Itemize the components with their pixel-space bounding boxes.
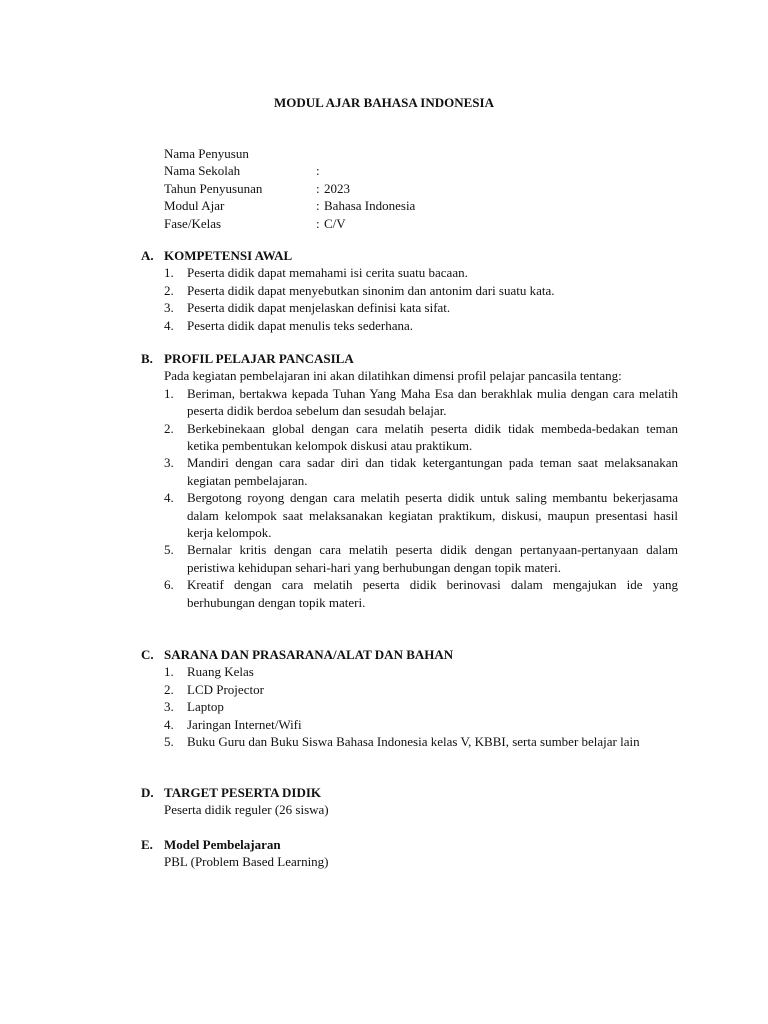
section-sarana-prasarana [141,646,678,750]
item-number: 5. [164,542,174,558]
item-number: 4. [164,716,174,732]
item-number: 2. [164,681,174,697]
item-text: LCD Projector [187,681,264,697]
meta-label: Tahun Penyusunan [164,180,263,196]
item-number: 1. [164,664,174,680]
list-item [164,663,678,680]
item-text: Peserta didik dapat menyebutkan sinonim dan antonim dari suatu kata. [187,282,555,298]
section-title: SARANA DAN PRASARANA/ALAT DAN BAHAN [164,647,454,662]
section-model-pembelajaran [141,836,678,871]
item-text: Jaringan Internet/Wifi [187,716,302,732]
section-heading [141,784,678,801]
list-item [164,420,678,455]
section-title: PROFIL PELAJAR PANCASILA [164,351,354,366]
section-letter: B. [141,351,153,366]
section-heading [141,350,678,367]
item-text: Peserta didik dapat memahami isi cerita suatu bacaan. [187,265,468,281]
list-item [164,733,678,750]
list-item [164,282,678,299]
section-text: Peserta didik reguler (26 siswa) [164,802,329,818]
meta-separator: : [316,163,320,179]
list-item [164,698,678,715]
meta-value: 2023 [324,180,350,196]
list-item [164,716,678,733]
section-body [141,663,678,750]
meta-row-author [164,145,415,162]
section-letter: D. [141,785,154,800]
item-number: 3. [164,699,174,715]
item-text: Bernalar kritis dengan cara melatih peserta didik dengan pertanyaan-pertanyaan dalam peristiwa kehidupan sehari-hari yang berhubungan dengan topik materi. [187,542,678,575]
metadata-block [164,145,415,232]
meta-row-module [164,197,415,214]
meta-label: Modul Ajar [164,198,225,214]
item-number: 6. [164,577,174,593]
meta-label: Nama Penyusun [164,146,249,161]
section-letter: E. [141,837,153,852]
meta-row-school [164,162,415,179]
list-item [164,454,678,489]
item-number: 2. [164,420,174,436]
section-heading [141,247,678,264]
numbered-list [164,385,678,611]
item-number: 1. [164,265,174,281]
section-title: Model Pembelajaran [164,837,281,852]
section-letter: C. [141,647,154,662]
meta-label: Fase/Kelas [164,215,222,231]
item-text: Peserta didik dapat menulis teks sederhana. [187,317,413,333]
meta-row-year [164,180,415,197]
list-item [164,681,678,698]
item-number: 2. [164,282,174,298]
section-body [141,264,678,334]
item-number: 5. [164,734,174,750]
section-text: PBL (Problem Based Learning) [164,854,329,870]
meta-separator: : [316,198,320,214]
item-text: Beriman, bertakwa kepada Tuhan Yang Maha Esa dan berakhlak mulia dengan cara melatih peserta didik berdoa sebelum dan sesudah belajar. [187,385,678,419]
item-text: Kreatif dengan cara melatih peserta didik berinovasi dalam mengajukan ide yang berhubungan dengan topik materi. [187,577,678,610]
section-body [141,367,678,611]
item-text: Laptop [187,699,224,715]
section-intro: Pada kegiatan pembelajaran ini akan dilatihkan dimensi profil pelajar pancasila tentang: [164,368,622,384]
list-item [164,489,678,541]
list-item [164,299,678,316]
section-profil-pelajar-pancasila [141,350,678,611]
list-item [164,541,678,576]
meta-row-phase [164,215,415,232]
meta-separator [316,145,324,162]
section-kompetensi-awal [141,247,678,334]
section-letter: A. [141,248,154,263]
section-title: KOMPETENSI AWAL [164,248,293,263]
numbered-list [164,264,678,334]
numbered-list [164,663,678,750]
meta-value: Bahasa Indonesia [324,198,416,214]
list-item [164,317,678,334]
list-item [164,576,678,611]
item-text: Peserta didik dapat menjelaskan definisi kata sifat. [187,300,451,316]
item-number: 4. [164,490,174,506]
section-target-peserta-didik [141,784,678,819]
item-text: Mandiri dengan cara sadar diri dan tidak ketergantungan pada teman saat melaksanakan kegiatan pembelajaran. [187,455,678,488]
item-number: 3. [164,300,174,316]
document-title: MODUL AJAR BAHASA INDONESIA [274,95,494,110]
meta-value: C/V [324,215,346,231]
list-item [164,385,678,420]
item-number: 4. [164,317,174,333]
item-text: Buku Guru dan Buku Siswa Bahasa Indonesia kelas V, KBBI, serta sumber belajar lain [187,734,640,750]
section-title: TARGET PESERTA DIDIK [164,785,322,800]
section-heading [141,646,678,663]
item-number: 3. [164,455,174,471]
item-text: Bergotong royong dengan cara melatih peserta didik untuk saling membantu bekerjasama dalam kelompok saat melaksanakan kegiatan praktikum, diskusi, maupun presentasi hasil kerja kelompok. [187,490,678,541]
meta-separator: : [316,180,320,196]
section-heading [141,836,678,853]
meta-label: Nama Sekolah [164,163,241,179]
item-number: 1. [164,385,174,401]
meta-separator: : [316,215,320,231]
list-item [164,264,678,281]
item-text: Ruang Kelas [187,664,254,680]
item-text: Berkebinekaan global dengan cara melatih peserta didik tidak membeda-bedakan teman ketika pembentukan kelompok diskusi atau praktikum. [187,420,678,454]
